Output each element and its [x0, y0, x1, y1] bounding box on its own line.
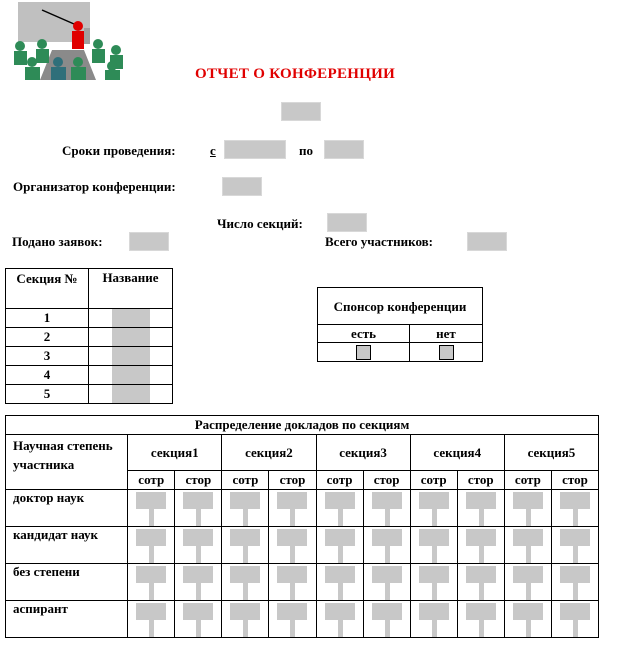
report-count-field[interactable] [128, 490, 174, 526]
report-count-field[interactable] [411, 564, 457, 600]
report-count-field[interactable] [317, 527, 363, 563]
report-count-field[interactable] [458, 527, 504, 563]
sponsor-no-label: нет [410, 325, 483, 343]
report-count-field[interactable] [411, 527, 457, 563]
report-count-field[interactable] [269, 601, 315, 637]
section-name-field[interactable] [112, 309, 150, 327]
section-name-field[interactable] [112, 328, 150, 346]
report-count-field[interactable] [317, 564, 363, 600]
applications-field[interactable] [129, 232, 169, 251]
report-count-field[interactable] [364, 564, 410, 600]
sub-col-header: сотр [128, 471, 175, 490]
table-row [6, 490, 599, 527]
presenter-audience-icon [12, 2, 124, 80]
period-to-field[interactable] [324, 140, 364, 159]
degree-label: аспирант [6, 601, 128, 638]
distribution-title: Распределение докладов по секциям [6, 416, 599, 435]
sub-col-header: сотр [504, 471, 551, 490]
sponsor-table [317, 287, 483, 362]
section-number: 2 [6, 328, 89, 347]
sub-col-header: стор [363, 471, 410, 490]
sections-count-label: Число секций: [217, 216, 303, 231]
participants-label: Всего участников: [325, 234, 434, 249]
section-header: секция3 [316, 435, 410, 471]
report-count-field[interactable] [552, 490, 598, 526]
report-count-field[interactable] [222, 601, 268, 637]
report-count-field[interactable] [458, 564, 504, 600]
report-count-field[interactable] [175, 564, 221, 600]
report-count-field[interactable] [222, 527, 268, 563]
report-count-field[interactable] [222, 490, 268, 526]
section-number: 1 [6, 309, 89, 328]
report-count-field[interactable] [458, 601, 504, 637]
report-count-field[interactable] [128, 564, 174, 600]
sub-col-header: сотр [316, 471, 363, 490]
section-name-header: Название [89, 269, 173, 309]
report-count-field[interactable] [222, 564, 268, 600]
section-header: секция4 [410, 435, 504, 471]
section-header: секция5 [504, 435, 598, 471]
sponsor-yes-checkbox[interactable] [356, 345, 371, 360]
applications-label: Подано заявок: [12, 234, 103, 249]
section-number: 3 [6, 347, 89, 366]
report-count-field[interactable] [552, 527, 598, 563]
report-count-field[interactable] [505, 527, 551, 563]
degree-label: без степени [6, 564, 128, 601]
section-name-field[interactable] [112, 366, 150, 384]
report-count-field[interactable] [552, 601, 598, 637]
section-number-header: Секция № [6, 269, 89, 309]
sponsor-yes-label: есть [318, 325, 410, 343]
report-count-field[interactable] [269, 564, 315, 600]
report-count-field[interactable] [364, 490, 410, 526]
report-count-field[interactable] [128, 527, 174, 563]
report-count-field[interactable] [128, 601, 174, 637]
period-to-label: по [299, 143, 313, 158]
section-header: секция1 [128, 435, 222, 471]
sub-col-header: стор [457, 471, 504, 490]
report-count-field[interactable] [411, 601, 457, 637]
report-count-field[interactable] [411, 490, 457, 526]
report-count-field[interactable] [269, 490, 315, 526]
sub-col-header: стор [175, 471, 222, 490]
report-count-field[interactable] [364, 601, 410, 637]
report-count-field[interactable] [364, 527, 410, 563]
sub-col-header: стор [269, 471, 316, 490]
report-count-field[interactable] [269, 527, 315, 563]
report-count-field[interactable] [552, 564, 598, 600]
table-row [6, 601, 599, 638]
page-title: ОТЧЕТ О КОНФЕРЕНЦИИ [195, 66, 396, 82]
sub-col-header: стор [551, 471, 598, 490]
table-row [6, 564, 599, 601]
section-number: 4 [6, 366, 89, 385]
degree-label: кандидат наук [6, 527, 128, 564]
participants-field[interactable] [467, 232, 507, 251]
report-count-field[interactable] [175, 527, 221, 563]
sections-table [5, 268, 173, 404]
report-count-field[interactable] [175, 490, 221, 526]
organizer-field[interactable] [222, 177, 262, 196]
report-count-field[interactable] [505, 564, 551, 600]
sponsor-no-checkbox[interactable] [439, 345, 454, 360]
degree-label: доктор наук [6, 490, 128, 527]
sponsor-title: Спонсор конференции [318, 288, 483, 325]
period-label: Сроки проведения: [62, 143, 176, 158]
organizer-label: Организатор конференции: [13, 179, 176, 194]
report-count-field[interactable] [505, 490, 551, 526]
section-header: секция2 [222, 435, 316, 471]
distribution-table [5, 415, 599, 638]
section-name-field[interactable] [112, 385, 150, 403]
table-row [6, 527, 599, 564]
section-name-field[interactable] [112, 347, 150, 365]
degree-header: Научная степень участника [6, 435, 128, 490]
section-number: 5 [6, 385, 89, 404]
report-count-field[interactable] [317, 601, 363, 637]
report-count-field[interactable] [458, 490, 504, 526]
sub-col-header: сотр [222, 471, 269, 490]
sections-count-field[interactable] [327, 213, 367, 232]
period-from-field[interactable] [224, 140, 286, 159]
sub-col-header: сотр [410, 471, 457, 490]
report-count-field[interactable] [175, 601, 221, 637]
report-count-field[interactable] [317, 490, 363, 526]
date-field[interactable] [281, 102, 321, 121]
period-from-label: с [210, 143, 216, 158]
report-count-field[interactable] [505, 601, 551, 637]
